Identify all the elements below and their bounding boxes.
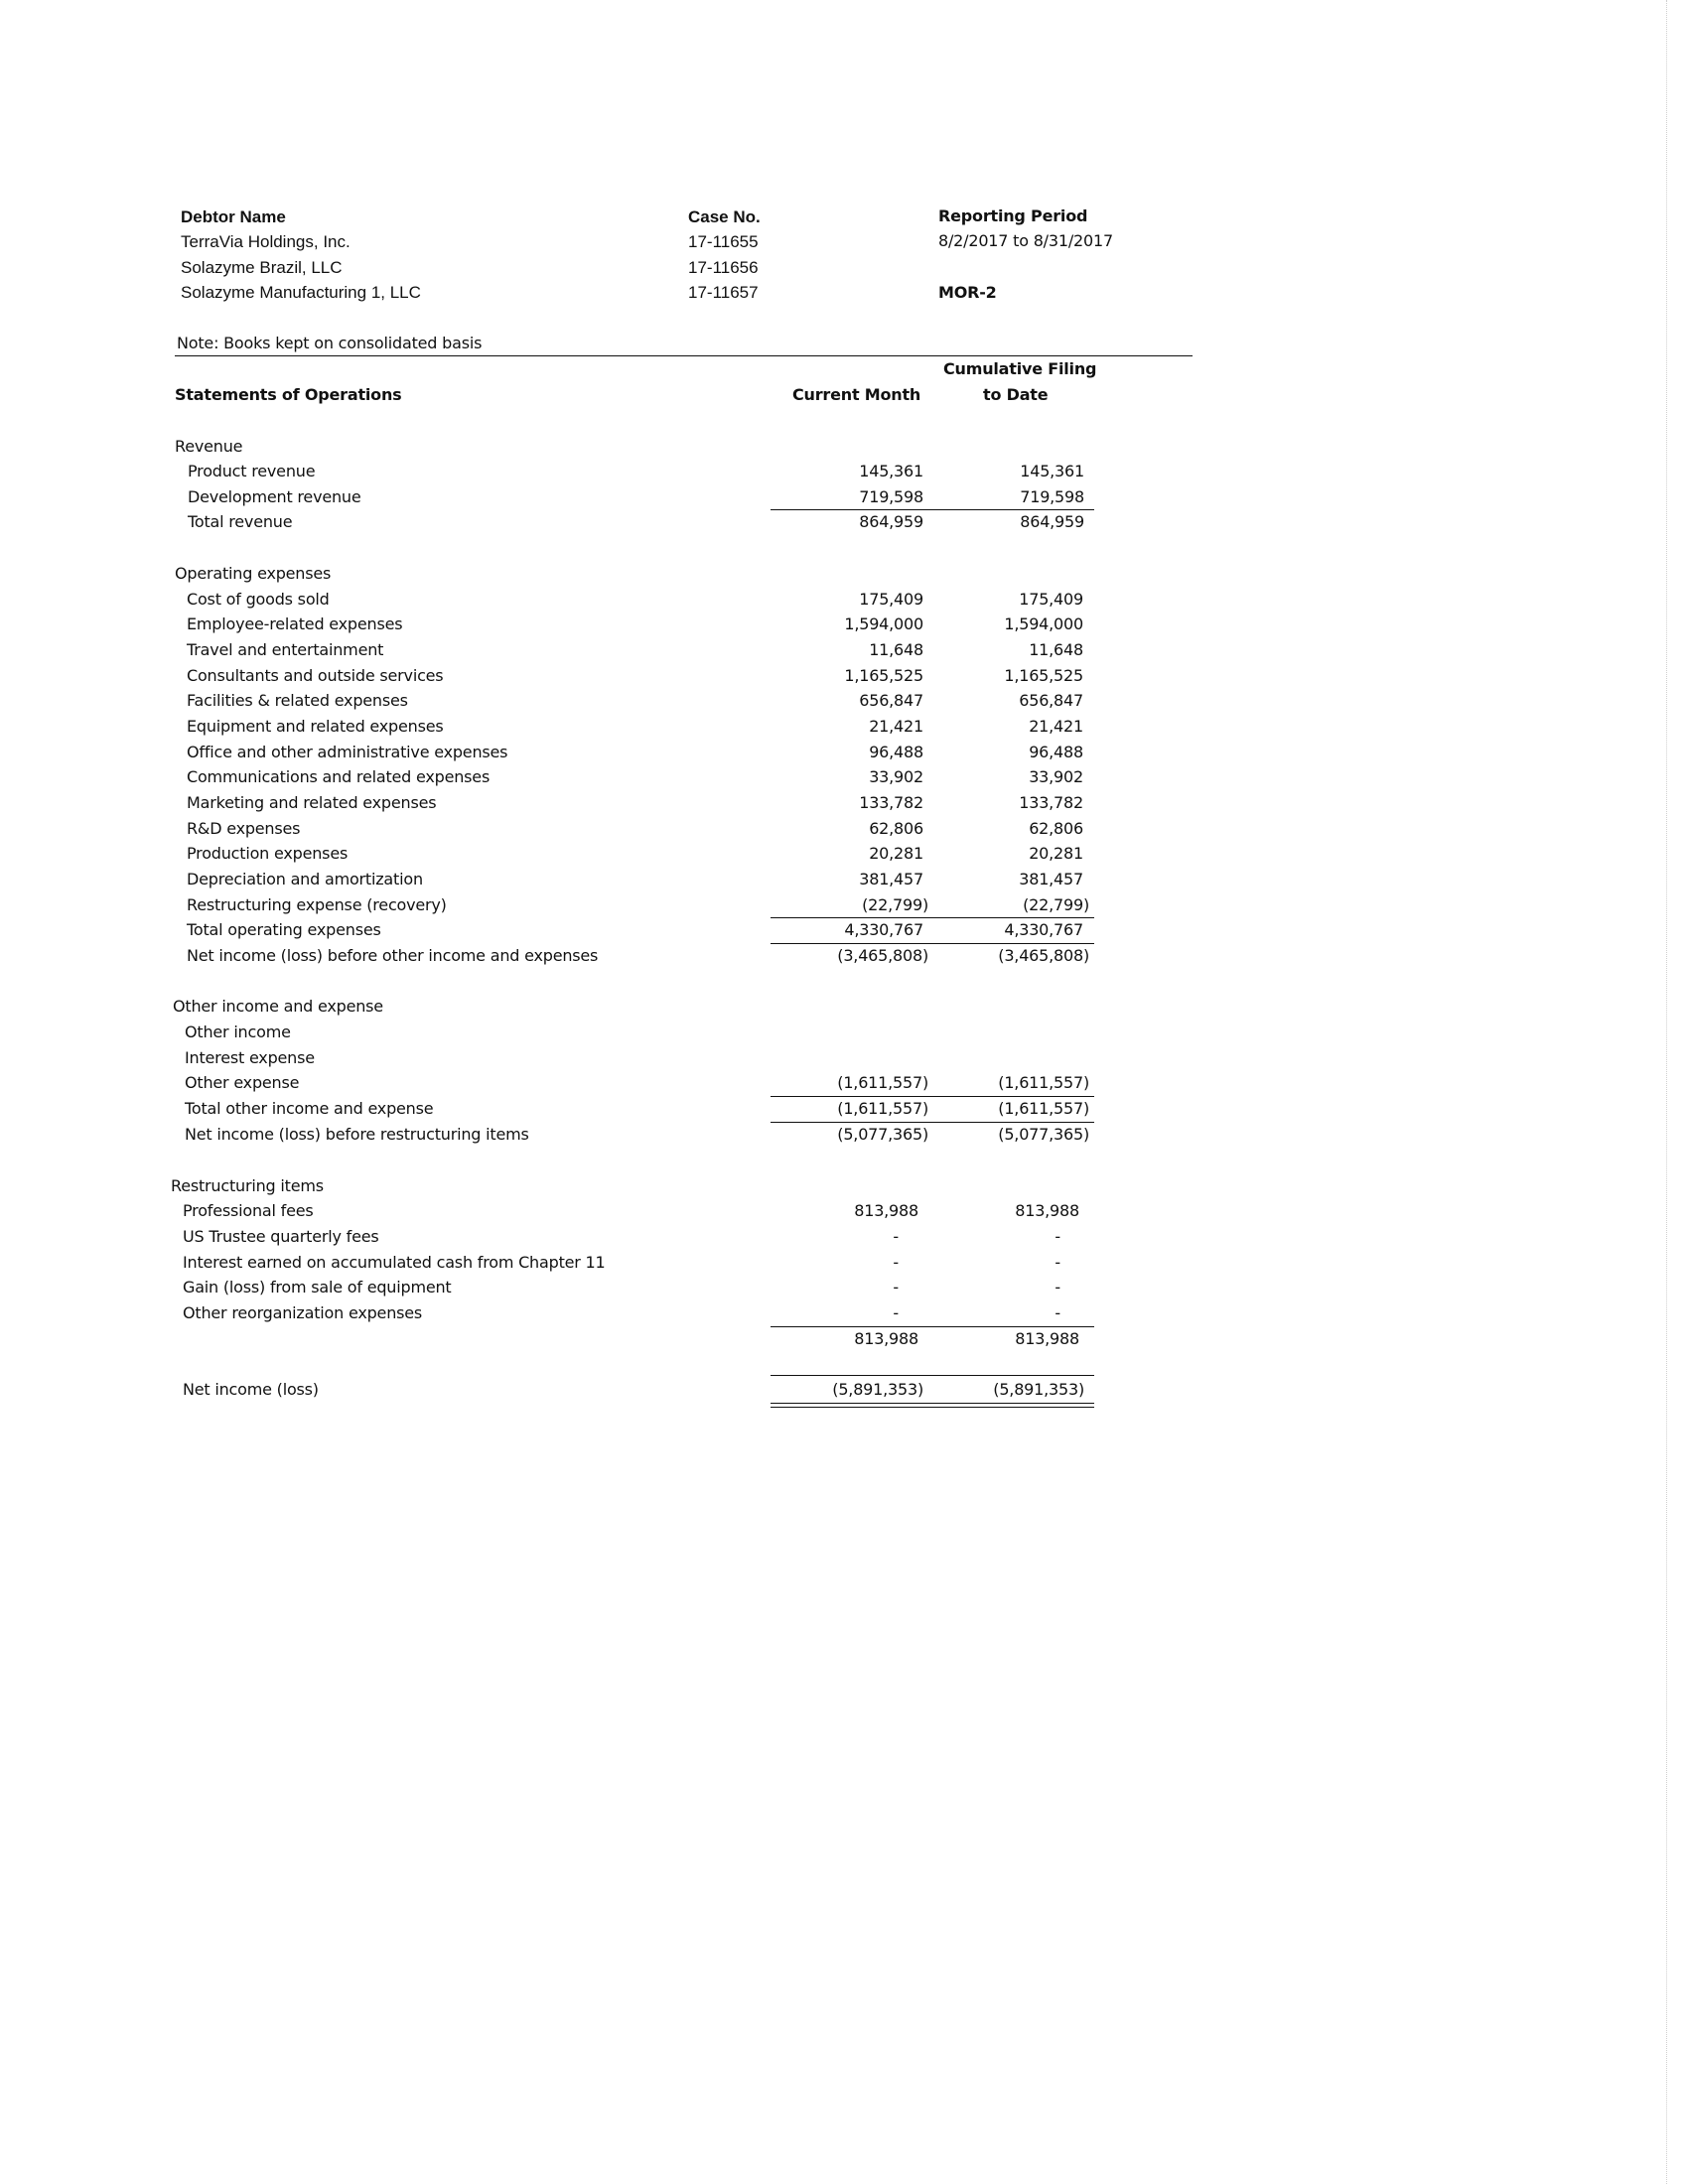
consolidation-note: Note: Books kept on consolidated basis (177, 334, 483, 352)
row-label: Travel and entertainment (187, 640, 384, 659)
col-header-current-month: Current Month (792, 385, 921, 404)
row-cumulative-value: 719,598 (1020, 487, 1084, 506)
row-current-value: (3,465,808) (837, 946, 928, 965)
row-current-value: 864,959 (859, 512, 923, 531)
row-current-value: 21,421 (869, 717, 923, 736)
row-current-value: 4,330,767 (844, 920, 923, 939)
row-cumulative-value: 656,847 (1019, 691, 1083, 710)
row-label: Communications and related expenses (187, 767, 491, 786)
row-cumulative-value: 20,281 (1029, 844, 1083, 863)
net-income-current: (5,891,353) (832, 1380, 923, 1399)
row-current-value: 719,598 (859, 487, 923, 506)
subtotal-rule (771, 1096, 1094, 1097)
row-current-value: - (893, 1278, 899, 1297)
row-cumulative-value: (5,077,365) (998, 1125, 1089, 1144)
row-label: Consultants and outside services (187, 666, 444, 685)
row-label: Interest earned on accumulated cash from Chapter 11 (183, 1253, 606, 1272)
row-label: Other income (185, 1023, 291, 1041)
case-no-3: 17-11657 (688, 283, 759, 302)
row-current-value: 96,488 (869, 743, 923, 761)
row-label: R&D expenses (187, 819, 301, 838)
subtotal-rule (771, 1375, 1094, 1376)
row-label: Employee-related expenses (187, 614, 403, 633)
debtor-name-1: TerraVia Holdings, Inc. (181, 232, 351, 251)
row-label: Facilities & related expenses (187, 691, 408, 710)
row-cumulative-value: 1,594,000 (1004, 614, 1083, 633)
case-no-label: Case No. (688, 207, 761, 226)
row-label: Other reorganization expenses (183, 1303, 423, 1322)
row-label: US Trustee quarterly fees (183, 1227, 379, 1246)
double-total-rule (771, 1403, 1094, 1408)
row-cumulative-value: - (1055, 1278, 1060, 1297)
row-current-value: 11,648 (869, 640, 923, 659)
case-no-1: 17-11655 (688, 232, 759, 251)
row-label: Net income (loss) before restructuring items (185, 1125, 529, 1144)
row-cumulative-value: 381,457 (1019, 870, 1083, 888)
form-code: MOR-2 (938, 283, 997, 302)
row-current-value: 656,847 (859, 691, 923, 710)
row-label: Equipment and related expenses (187, 717, 444, 736)
subtotal-rule (771, 917, 1094, 918)
row-label: Gain (loss) from sale of equipment (183, 1278, 452, 1297)
debtor-name-3: Solazyme Manufacturing 1, LLC (181, 283, 421, 302)
row-cumulative-value: 62,806 (1029, 819, 1083, 838)
section-heading-other-income: Other income and expense (173, 997, 383, 1016)
row-current-value: - (893, 1253, 899, 1272)
row-current-value: - (893, 1303, 899, 1322)
row-label: Total other income and expense (185, 1099, 434, 1118)
row-label: Net income (loss) before other income and expenses (187, 946, 599, 965)
row-cumulative-value: 133,782 (1019, 793, 1083, 812)
row-cumulative-value: 21,421 (1029, 717, 1083, 736)
row-current-value: 62,806 (869, 819, 923, 838)
row-current-value: 33,902 (869, 767, 923, 786)
row-cumulative-value: 11,648 (1029, 640, 1083, 659)
row-current-value: 133,782 (859, 793, 923, 812)
row-label: Marketing and related expenses (187, 793, 437, 812)
row-current-value: 1,594,000 (844, 614, 923, 633)
row-label: Total operating expenses (187, 920, 381, 939)
row-cumulative-value: - (1055, 1253, 1060, 1272)
scan-edge-line (1666, 0, 1667, 2184)
row-cumulative-value: 864,959 (1020, 512, 1084, 531)
row-cumulative-value: (22,799) (1023, 895, 1089, 914)
section-heading-operating-expenses: Operating expenses (175, 564, 332, 583)
col-header-cumulative-1: Cumulative Filing (943, 359, 1097, 378)
row-cumulative-value: (1,611,557) (998, 1073, 1089, 1092)
row-label: Office and other administrative expenses (187, 743, 508, 761)
row-label: Other expense (185, 1073, 300, 1092)
row-cumulative-value: 33,902 (1029, 767, 1083, 786)
row-label: Restructuring expense (recovery) (187, 895, 447, 914)
section-heading-restructuring: Restructuring items (171, 1176, 324, 1195)
row-current-value: (5,077,365) (837, 1125, 928, 1144)
subtotal-rule (771, 943, 1094, 944)
statement-title: Statements of Operations (175, 385, 402, 404)
reporting-period-label: Reporting Period (938, 206, 1088, 225)
row-label: Cost of goods sold (187, 590, 330, 609)
row-current-value: 175,409 (859, 590, 923, 609)
row-current-value: 145,361 (859, 462, 923, 480)
restructuring-subtotal-cumulative: 813,988 (1015, 1329, 1079, 1348)
debtor-name-2: Solazyme Brazil, LLC (181, 258, 343, 277)
row-cumulative-value: (3,465,808) (998, 946, 1089, 965)
row-cumulative-value: 4,330,767 (1004, 920, 1083, 939)
row-current-value: 813,988 (854, 1201, 918, 1220)
row-cumulative-value: 1,165,525 (1004, 666, 1083, 685)
row-cumulative-value: - (1055, 1303, 1060, 1322)
net-income-cumulative: (5,891,353) (993, 1380, 1084, 1399)
row-cumulative-value: 175,409 (1019, 590, 1083, 609)
subtotal-rule (771, 1326, 1094, 1327)
restructuring-subtotal-current: 813,988 (854, 1329, 918, 1348)
row-current-value: 1,165,525 (844, 666, 923, 685)
section-heading-revenue: Revenue (175, 437, 243, 456)
row-label: Development revenue (188, 487, 361, 506)
case-no-2: 17-11656 (688, 258, 759, 277)
row-current-value: 381,457 (859, 870, 923, 888)
row-label: Product revenue (188, 462, 316, 480)
row-label: Professional fees (183, 1201, 314, 1220)
net-income-label: Net income (loss) (183, 1380, 319, 1399)
row-label: Total revenue (188, 512, 293, 531)
row-label: Interest expense (185, 1048, 315, 1067)
subtotal-rule (771, 509, 1094, 510)
row-current-value: 20,281 (869, 844, 923, 863)
col-header-cumulative-2: to Date (983, 385, 1049, 404)
subtotal-rule (771, 1122, 1094, 1123)
row-current-value: (1,611,557) (837, 1073, 928, 1092)
header-rule (175, 355, 1193, 356)
row-cumulative-value: 145,361 (1020, 462, 1084, 480)
row-current-value: (22,799) (862, 895, 928, 914)
row-cumulative-value: 96,488 (1029, 743, 1083, 761)
row-cumulative-value: (1,611,557) (998, 1099, 1089, 1118)
row-label: Production expenses (187, 844, 349, 863)
debtor-name-label: Debtor Name (181, 207, 286, 226)
row-label: Depreciation and amortization (187, 870, 423, 888)
row-cumulative-value: 813,988 (1015, 1201, 1079, 1220)
row-current-value: (1,611,557) (837, 1099, 928, 1118)
row-cumulative-value: - (1055, 1227, 1060, 1246)
reporting-period-value: 8/2/2017 to 8/31/2017 (938, 231, 1113, 250)
row-current-value: - (893, 1227, 899, 1246)
